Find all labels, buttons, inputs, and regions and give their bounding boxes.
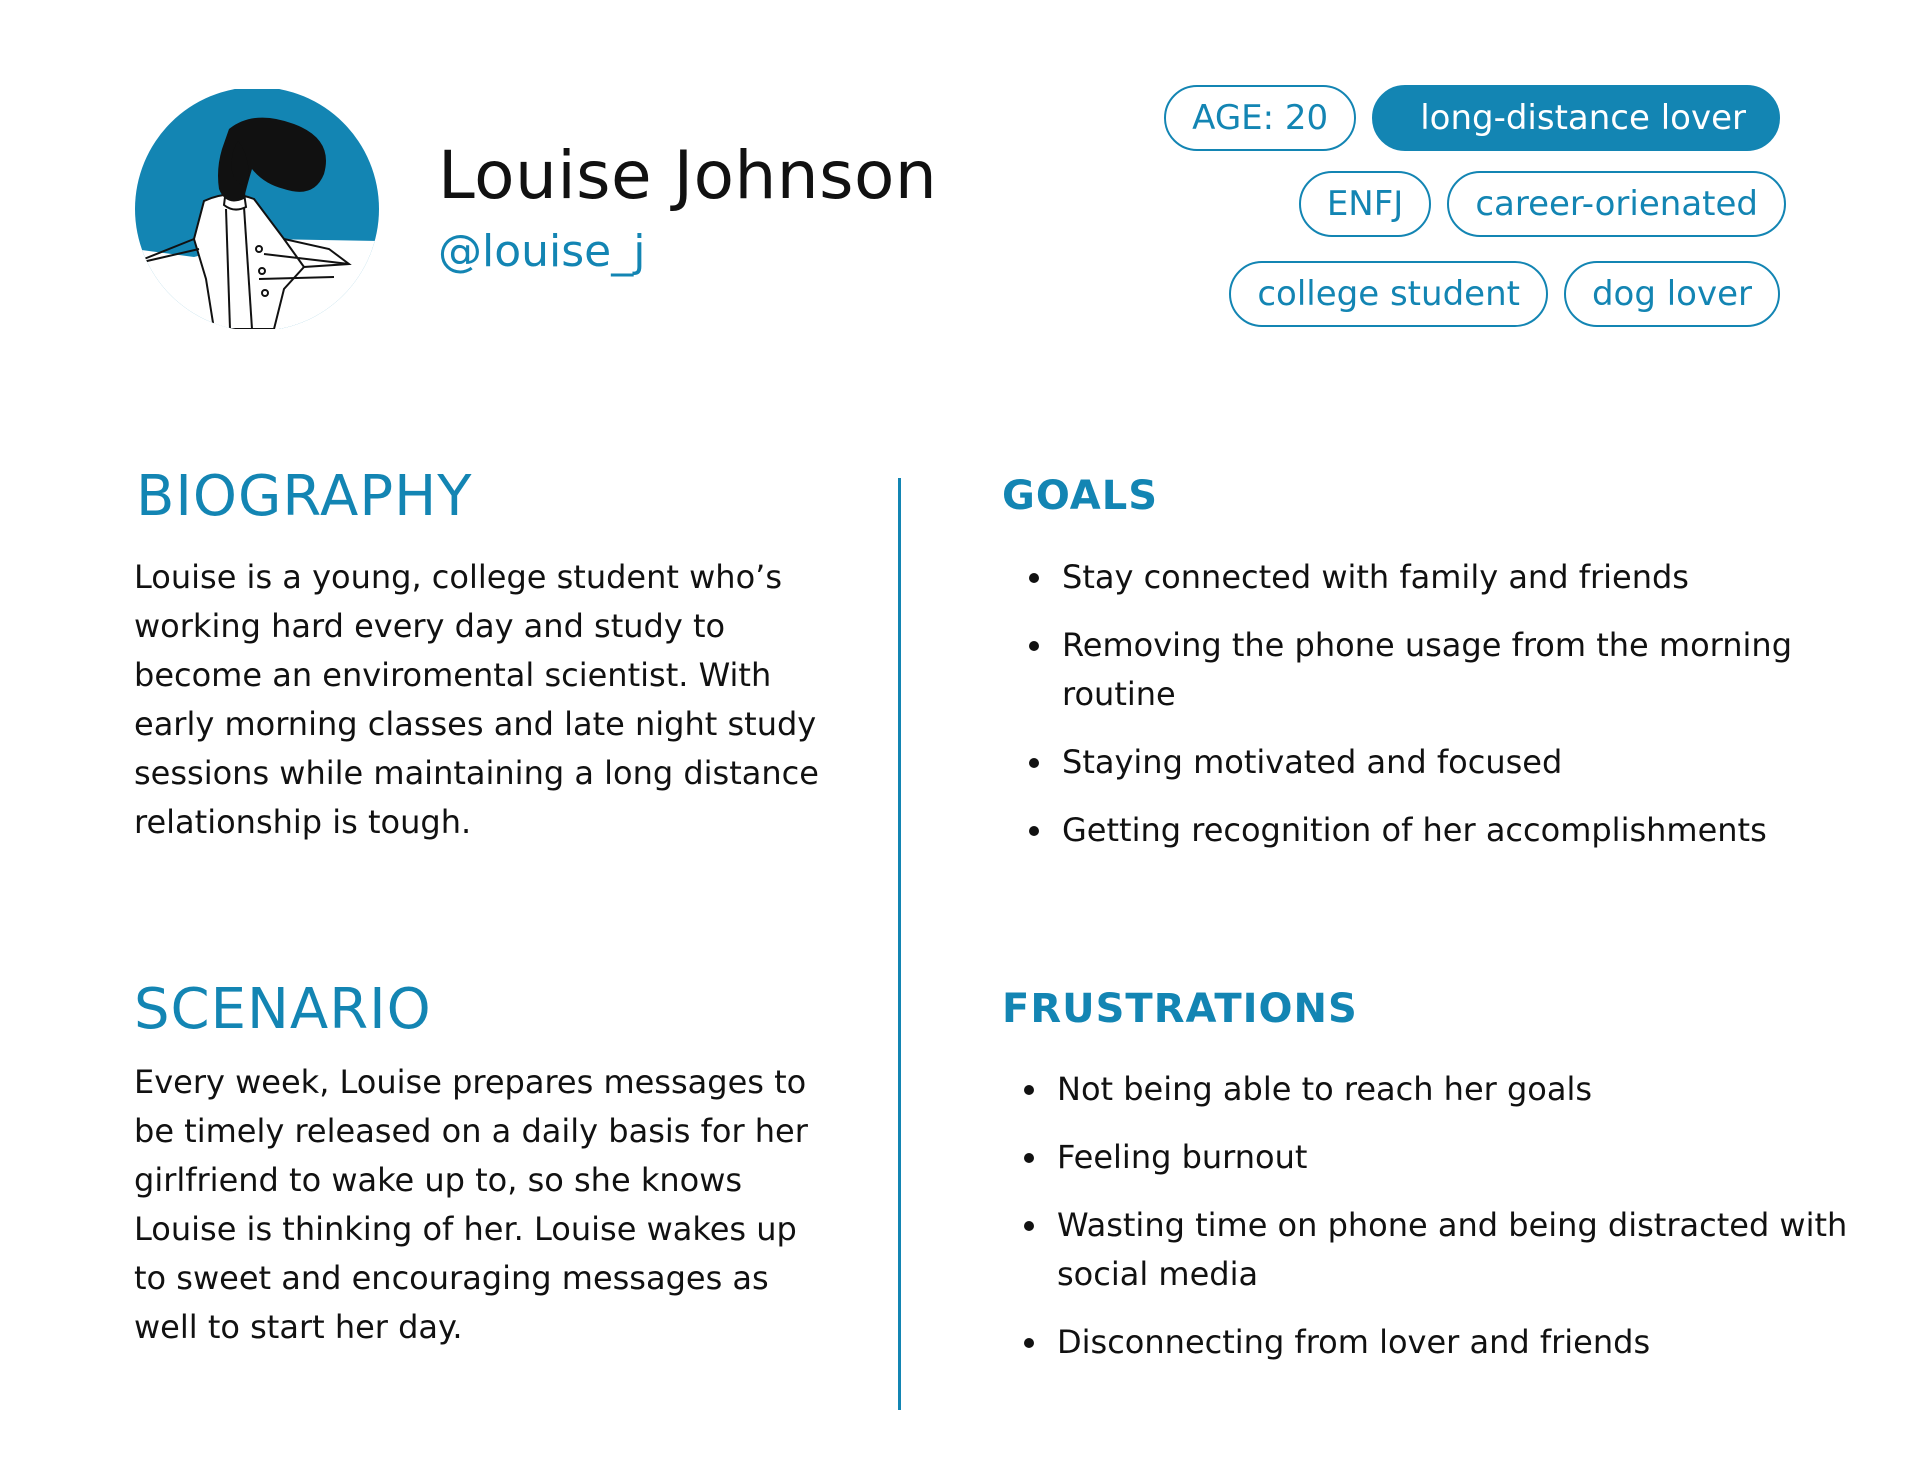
goals-item <box>1062 806 1882 855</box>
frustrations-item <box>1057 1201 1877 1299</box>
frustrations-item <box>1057 1133 1877 1182</box>
column-divider <box>898 478 901 1410</box>
bullet-icon <box>1029 641 1039 651</box>
frustrations-list <box>1057 1065 1877 1386</box>
biography-text: Louise is a young, college student who’s working hard every day and study to become an enviromental scientist. With early morning classes and late night study sessions while maintaining a long distance relationship is tough. <box>134 558 819 841</box>
frustrations-item-text: Disconnecting from lover and friends <box>1057 1323 1651 1361</box>
bullet-icon <box>1029 826 1039 836</box>
bullet-icon <box>1024 1085 1034 1095</box>
goals-item-text: Stay connected with family and friends <box>1062 558 1689 596</box>
bullet-icon <box>1024 1338 1034 1348</box>
biography-heading: BIOGRAPHY <box>136 464 473 529</box>
frustrations-heading: FRUSTRATIONS <box>1002 986 1358 1032</box>
tag-long-distance-lover: long-distance lover <box>1372 85 1780 151</box>
avatar <box>134 89 380 329</box>
persona-name: Louise Johnson <box>438 137 938 214</box>
goals-item-text: Removing the phone usage from the morning routine <box>1062 626 1792 713</box>
tag-college-student: college student <box>1229 261 1548 327</box>
frustrations-item-text: Feeling burnout <box>1057 1138 1308 1176</box>
tag-age: AGE: 20 <box>1164 85 1356 151</box>
tag-dog-lover: dog lover <box>1564 261 1780 327</box>
persona-handle: @louise_j <box>438 226 646 277</box>
tag-row <box>1229 261 1780 327</box>
goals-list <box>1062 553 1882 874</box>
bullet-icon <box>1029 758 1039 768</box>
woman-illustration-icon <box>134 89 380 329</box>
tag-row <box>1299 171 1786 237</box>
bullet-icon <box>1029 573 1039 583</box>
tag-career-orienated: career-orienated <box>1447 171 1786 237</box>
tag-row <box>1164 85 1780 151</box>
bullet-icon <box>1024 1221 1034 1231</box>
goals-heading: GOALS <box>1002 473 1159 519</box>
goals-item <box>1062 621 1882 719</box>
goals-item <box>1062 553 1882 602</box>
bullet-icon <box>1024 1153 1034 1163</box>
goals-item-text: Getting recognition of her accomplishments <box>1062 811 1767 849</box>
scenario-heading: SCENARIO <box>134 977 432 1042</box>
goals-item <box>1062 738 1882 787</box>
goals-item-text: Staying motivated and focused <box>1062 743 1563 781</box>
frustrations-item <box>1057 1065 1877 1114</box>
frustrations-item <box>1057 1318 1877 1367</box>
frustrations-item-text: Wasting time on phone and being distracted with social media <box>1057 1206 1848 1293</box>
frustrations-item-text: Not being able to reach her goals <box>1057 1070 1593 1108</box>
scenario-text: Every week, Louise prepares messages to be timely released on a daily basis for her girlfriend to wake up to, so she knows Louise is thinking of her. Louise wakes up to sweet and encouraging messages as well to start her day. <box>134 1063 808 1346</box>
tag-personality: ENFJ <box>1299 171 1432 237</box>
